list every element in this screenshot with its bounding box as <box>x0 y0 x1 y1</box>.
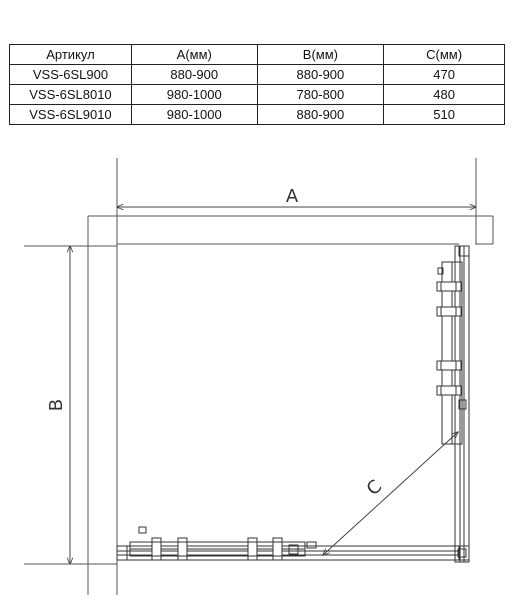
cell-a: 980-1000 <box>131 105 257 125</box>
dimension-c-label: C <box>362 475 387 500</box>
dimension-a-label: A <box>285 186 299 207</box>
dimension-c <box>323 432 458 555</box>
cell-a: 880-900 <box>131 65 257 85</box>
cell-c: 480 <box>384 85 505 105</box>
cell-article: VSS-6SL900 <box>10 65 132 85</box>
cell-b: 880-900 <box>257 105 384 125</box>
header-b: B(мм) <box>257 45 384 65</box>
cell-article: VSS-6SL8010 <box>10 85 132 105</box>
table-row <box>10 105 505 125</box>
dimension-b <box>46 246 70 564</box>
cell-c: 470 <box>384 65 505 85</box>
spec-table <box>9 44 505 125</box>
cell-b: 880-900 <box>257 65 384 85</box>
header-c: C(мм) <box>384 45 505 65</box>
dimension-a <box>117 186 476 207</box>
corner-profile <box>117 246 469 560</box>
dimension-b-label: B <box>46 398 67 412</box>
cell-c: 510 <box>384 105 505 125</box>
right-glass-panel <box>437 246 469 562</box>
shower-plan-drawing <box>0 150 515 600</box>
cell-a: 980-1000 <box>131 85 257 105</box>
cell-b: 780-800 <box>257 85 384 105</box>
wall-outline <box>24 158 493 595</box>
bottom-glass-panel <box>117 527 459 560</box>
header-a: A(мм) <box>131 45 257 65</box>
table-header-row <box>10 45 505 65</box>
table-row <box>10 85 505 105</box>
header-article: Артикул <box>10 45 132 65</box>
table-row <box>10 65 505 85</box>
cell-article: VSS-6SL9010 <box>10 105 132 125</box>
